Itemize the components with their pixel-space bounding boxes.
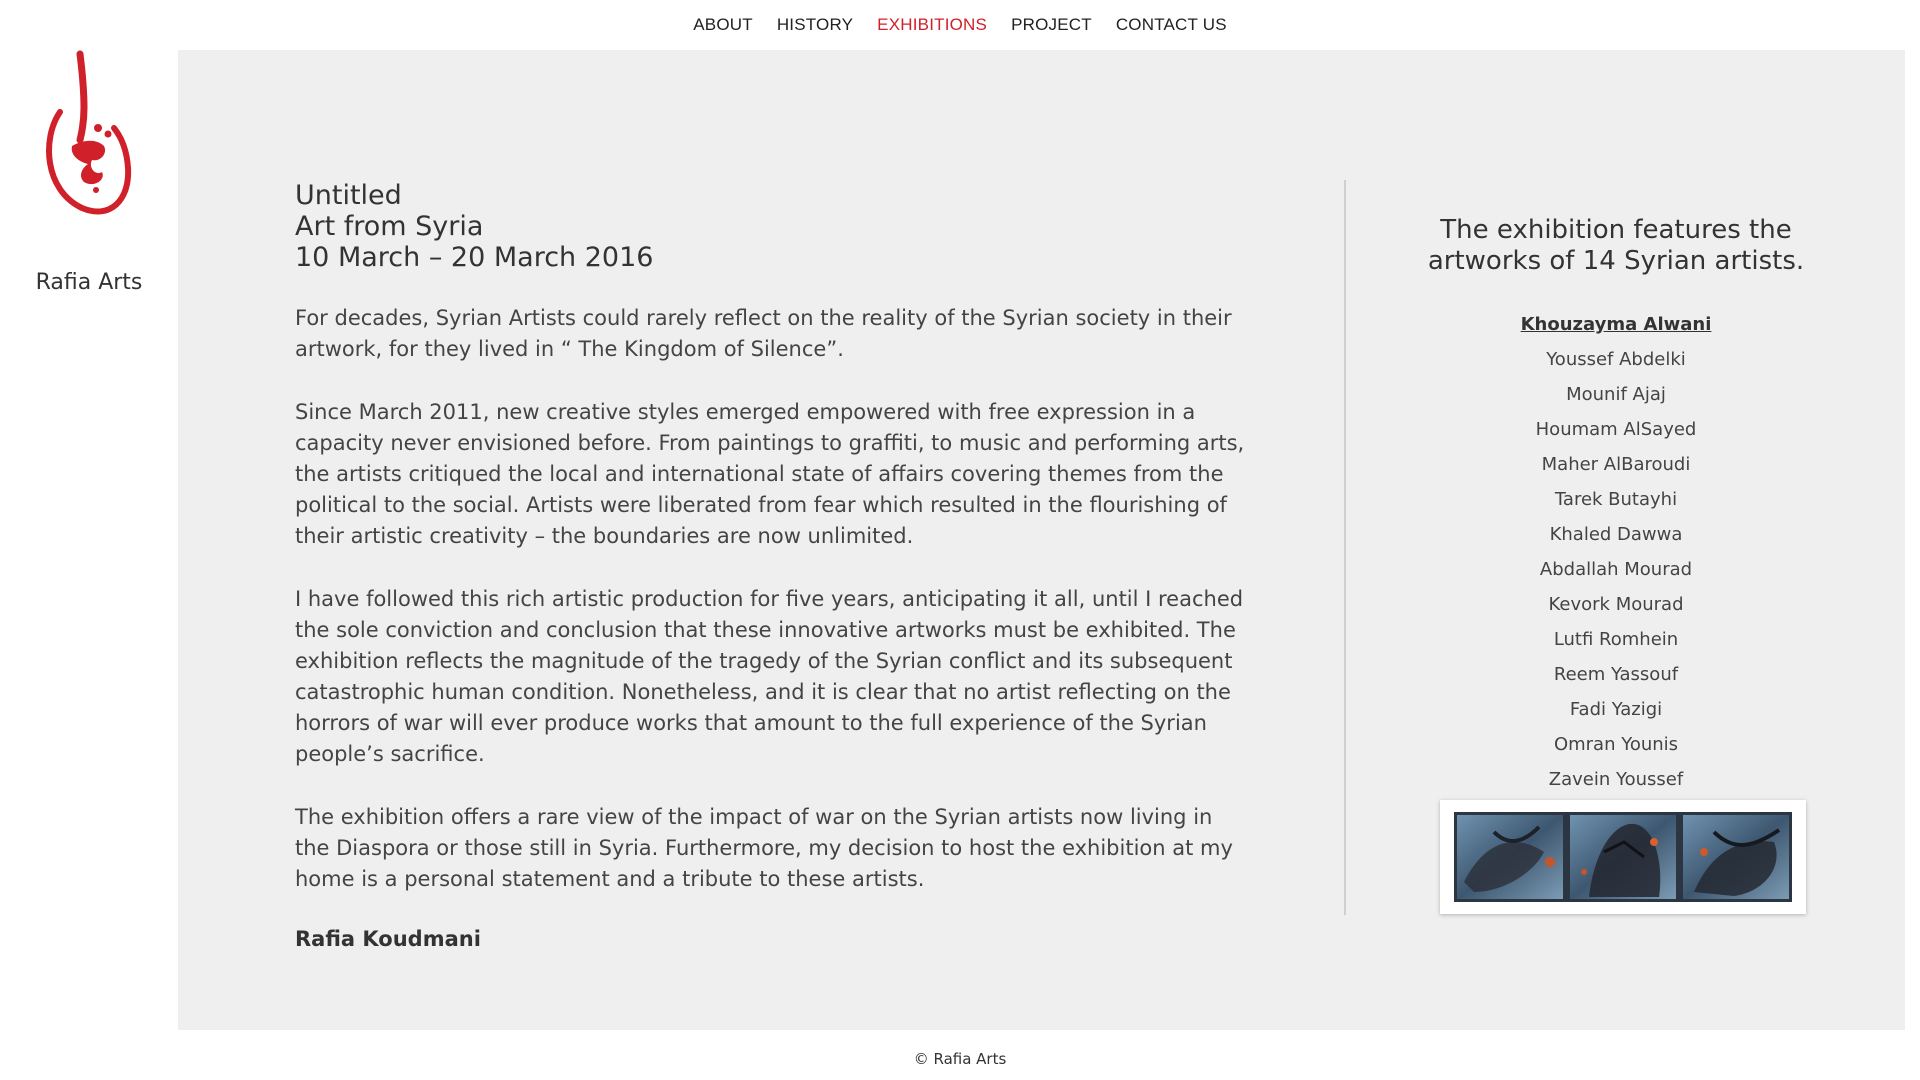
article-paragraph: The exhibition offers a rare view of the impact of war on the Syrian artists now living in the Diaspora or those still in Syria. Furthermore, my decision to host the exhibition at my home is a personal statement and a tribute to these artists. (295, 805, 1233, 891)
sidebar (0, 50, 178, 1030)
nav-item-contact-us[interactable]: CONTACT US (1115, 15, 1227, 34)
artists-heading (1416, 215, 1816, 277)
article-paragraph: I have followed this rich artistic production for five years, anticipating it all, until I reached the sole conviction and conclusion that these innovative artworks must be exhibited. The exhibition reflects the magnitude of the tragedy of the Syrian conflict and its subsequent catastrophic human condition. Nonetheless, and it is clear that no artist reflecting on the horrors of war will ever produce works that amount to the full experience of the Syrian people’s sacrifice. (295, 587, 1244, 766)
exhibition-article (295, 180, 1245, 951)
artist-list-item: Reem Yassouf (1553, 664, 1679, 685)
nav-item-project[interactable]: PROJECT (1011, 15, 1092, 34)
artist-list-item: Fadi Yazigi (1569, 699, 1663, 720)
brand-name[interactable]: Rafia Arts (35, 270, 143, 295)
artist-list-item: Mounif Ajaj (1566, 384, 1666, 405)
artist-list-item: Zavein Youssef (1548, 769, 1684, 790)
nav-item-history[interactable]: HISTORY (776, 15, 854, 34)
exhibition-dates: 10 March – 20 March 2016 (295, 242, 654, 273)
artist-list-item: Khaled Dawwa (1549, 524, 1683, 545)
artist-list-item: Omran Younis (1553, 734, 1679, 755)
author-signature: Rafia Koudmani (295, 927, 481, 951)
top-navigation (0, 0, 1920, 50)
artists-sidebar (1416, 215, 1816, 797)
title-line: Art from Syria (295, 211, 484, 242)
artist-list-item: Houmam AlSayed (1535, 419, 1697, 440)
calligraphy-logo-icon[interactable] (38, 50, 138, 230)
artist-list-item: Lutfi Romhein (1553, 629, 1679, 650)
nav-item-exhibitions[interactable]: EXHIBITIONS (877, 15, 988, 34)
artist-list-item (1416, 307, 1816, 342)
artist-list (1416, 307, 1816, 797)
exhibition-title (295, 180, 1245, 273)
article-paragraph: Since March 2011, new creative styles emerged empowered with free expression in a capacity never envisioned before. From paintings to graffiti, to music and performing arts, the artists critiqued the local and international state of affairs covering themes from the political to the social. Artists were liberated from fear which resulted in the flourishing of their artistic creativity – the boundaries are now unlimited. (295, 400, 1245, 548)
artist-list-item: Tarek Butayhi (1554, 489, 1678, 510)
artist-list-item: Kevork Mourad (1548, 594, 1684, 615)
main-content-panel (178, 50, 1905, 1030)
artist-list-item: Maher AlBaroudi (1541, 454, 1691, 475)
footer-copyright: © Rafia Arts (913, 1050, 1007, 1068)
article-paragraph: For decades, Syrian Artists could rarely reflect on the reality of the Syrian society in their artwork, for they lived in “ The Kingdom of Silence”. (295, 306, 1232, 361)
column-divider (1344, 180, 1346, 915)
artists-heading-line: artworks of 14 Syrian artists. (1427, 246, 1805, 276)
artist-list-item: Abdallah Mourad (1539, 559, 1693, 580)
nav-item-about[interactable]: ABOUT (693, 15, 753, 34)
artwork-triptych-thumbnail (1454, 812, 1792, 902)
artwork-thumbnail[interactable] (1440, 800, 1806, 914)
artists-heading-line: The exhibition features the (1440, 215, 1792, 245)
artist-list-item: Youssef Abdelki (1546, 349, 1686, 370)
title-line: Untitled (295, 180, 402, 211)
artist-link[interactable]: Khouzayma Alwani (1520, 314, 1712, 335)
